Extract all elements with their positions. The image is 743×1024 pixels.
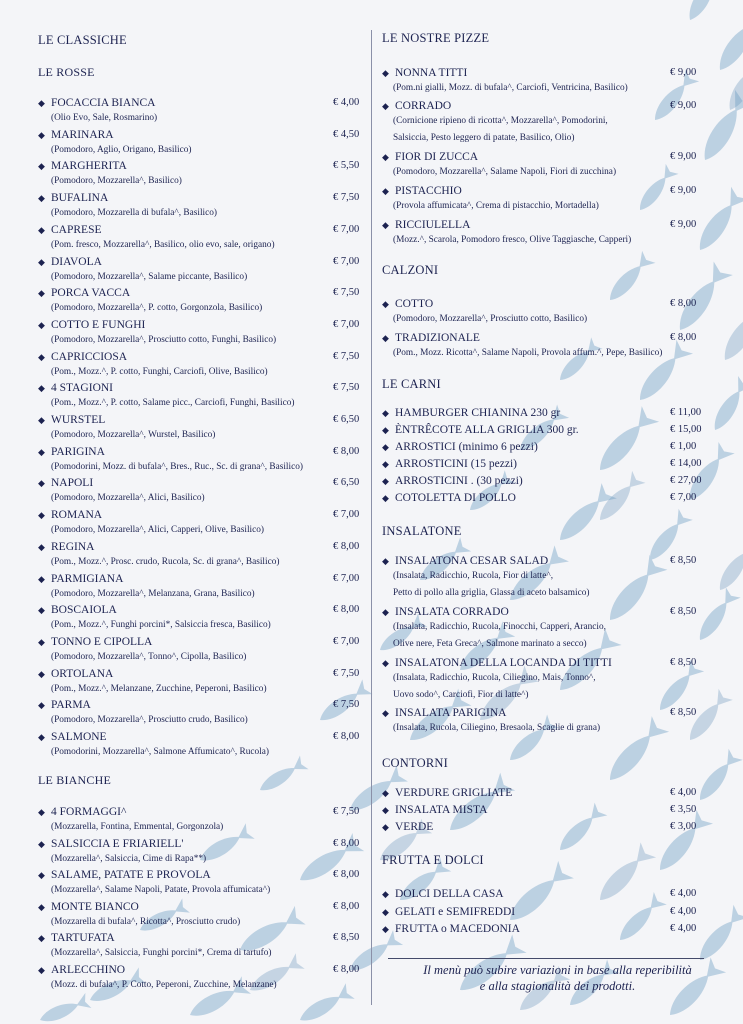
item-name: GELATI e SEMIFREDDI (395, 906, 516, 918)
diamond-bullet-icon: ◆ (382, 476, 389, 486)
diamond-bullet-icon: ◆ (382, 805, 389, 815)
item-description-line: (Pom., Mozz. Ricotta^, Salame Napoli, Provola affum.^, Pepe, Basilico) (393, 348, 663, 358)
item-name: DOLCI DELLA CASA (395, 888, 504, 900)
item-price: € 4,00 (670, 923, 697, 934)
item-description: (Pomodoro, Mozzarella^, Prosciutto crudo, Basilico) (51, 715, 248, 726)
item-name: INSALATONA DELLA LOCANDA DI TITTI (395, 657, 612, 669)
item-name: CORRADO (395, 100, 452, 112)
diamond-bullet-icon: ◆ (38, 319, 45, 330)
diamond-bullet-icon: ◆ (382, 924, 389, 934)
item-description: (Pom., Mozz.^, P. cotto, Salame picc., Carciofi, Funghi, Basilico) (51, 398, 295, 409)
item-price: € 8,00 (333, 731, 360, 742)
item-description-line: (Pom.ni gialli, Mozz. di bufala^, Carciofi, Ventricina, Basilico) (393, 83, 628, 93)
diamond-bullet-icon: ◆ (38, 415, 45, 425)
item-description: (Mozz. di bufala^, P. Cotto, Peperoni, Zucchine, Melanzane) (51, 980, 277, 990)
item-price: € 8,50 (670, 707, 697, 718)
item-price: € 9,00 (670, 219, 697, 230)
item-description: (Mozzarella^, Salsiccia, Funghi porcini*, Crema di tartufo) (51, 948, 272, 959)
item-name: INSALATONA CESAR SALAD (395, 555, 549, 567)
diamond-bullet-icon: ◆ (382, 442, 389, 452)
item-price: € 7,50 (333, 350, 360, 362)
item-price: € 14,00 (670, 458, 702, 469)
item-price: € 4,00 (670, 906, 697, 917)
section-title-pizze: LE NOSTRE PIZZE (382, 31, 490, 45)
diamond-bullet-icon: ◆ (382, 459, 389, 469)
item-price: € 27,00 (670, 475, 702, 486)
diamond-bullet-icon: ◆ (38, 541, 45, 552)
item-price: € 5,50 (333, 160, 360, 172)
item-price: € 9,00 (670, 100, 697, 111)
item-price: € 3,50 (670, 804, 697, 815)
diamond-bullet-icon: ◆ (382, 299, 389, 309)
item-description-line: (Provola affumicata^, Crema di pistacchio, Mortadella) (393, 201, 599, 211)
item-name: PARIGINA (51, 445, 105, 458)
diamond-bullet-icon: ◆ (38, 870, 45, 881)
diamond-bullet-icon: ◆ (38, 288, 45, 299)
diamond-bullet-icon: ◆ (382, 220, 389, 230)
diamond-bullet-icon: ◆ (38, 161, 45, 172)
footer-line-1: Il menù può subire variazioni in base alla reperibilità (423, 963, 692, 977)
item-name: TONNO E CIPOLLA (51, 635, 153, 648)
item-description: (Pomodoro, Mozzarella di bufala^, Basilico) (51, 208, 217, 219)
item-description: (Mozzarella di bufala^, Ricotta^, Prosciutto crudo) (51, 916, 241, 927)
subsection-title-bianche: LE BIANCHE (38, 773, 111, 787)
item-price: € 8,00 (670, 298, 697, 309)
item-name: FRUTTA o MACEDONIA (395, 923, 520, 935)
item-name: TRADIZIONALE (395, 332, 480, 344)
item-price: € 8,00 (670, 332, 697, 343)
item-description-line: (Pomodoro, Mozzarella^, Prosciutto cotto, Basilico) (393, 314, 588, 324)
diamond-bullet-icon: ◆ (38, 573, 45, 584)
item-description: (Pom., Mozz.^, P. cotto, Funghi, Carciofi, Olive, Basilico) (51, 366, 268, 377)
section-title-carni: LE CARNI (382, 377, 441, 391)
item-description-line: Salsiccia, Pesto leggero di patate, Basilico, Olio) (393, 133, 575, 143)
item-description-line: (Mozz.^, Scarola, Pomodoro fresco, Olive Taggiasche, Capperi) (393, 235, 632, 245)
item-description: (Pom., Mozz.^, Funghi porcini*, Salsiccia fresca, Basilico) (51, 620, 271, 631)
diamond-bullet-icon: ◆ (382, 186, 389, 196)
diamond-bullet-icon: ◆ (38, 838, 45, 849)
diamond-bullet-icon: ◆ (38, 478, 45, 489)
item-name: RICCIULELLA (395, 219, 471, 231)
diamond-bullet-icon: ◆ (382, 907, 389, 917)
diamond-bullet-icon: ◆ (382, 822, 389, 832)
item-description: (Mozzarella^, Salsiccia, Cime di Rapa**) (51, 853, 207, 864)
item-price: € 15,00 (670, 424, 702, 435)
diamond-bullet-icon: ◆ (38, 700, 45, 711)
item-price: € 8,50 (333, 932, 360, 944)
item-name: INSALATA PARIGINA (395, 707, 507, 719)
item-price: € 7,50 (333, 287, 360, 299)
diamond-bullet-icon: ◆ (382, 607, 389, 617)
item-price: € 7,50 (333, 382, 360, 394)
item-name: ARROSTICINI (15 pezzi) (395, 458, 518, 470)
item-price: € 8,50 (670, 606, 697, 617)
item-description: (Mozzarella, Fontina, Emmental, Gorgonzola) (51, 822, 224, 832)
item-name: 4 STAGIONI (51, 382, 114, 395)
item-price: € 7,50 (333, 806, 360, 817)
item-description-line: (Pomodoro, Mozzarella^, Salame Napoli, Fiori di zucchina) (393, 167, 617, 177)
diamond-bullet-icon: ◆ (38, 807, 45, 817)
item-description: (Pom. fresco, Mozzarella^, Basilico, olio evo, sale, origano) (51, 239, 275, 250)
diamond-bullet-icon: ◆ (382, 68, 389, 78)
item-name: HAMBURGER CHIANINA 230 gr (395, 407, 561, 419)
item-price: € 8,00 (333, 964, 360, 975)
item-description-line: (Insalata, Rucola, Ciliegino, Bresaola, Scaglie di grana) (393, 723, 601, 733)
item-name: ARROSTICINI . (30 pezzi) (395, 475, 523, 487)
item-description: (Pomodoro, Aglio, Origano, Basilico) (51, 144, 192, 155)
diamond-bullet-icon: ◆ (38, 383, 45, 394)
section-title-calzoni: CALZONI (382, 263, 439, 277)
section-title-classiche: LE CLASSICHE (38, 33, 127, 47)
item-price: € 8,00 (333, 869, 360, 881)
diamond-bullet-icon: ◆ (382, 708, 389, 718)
diamond-bullet-icon: ◆ (38, 933, 45, 944)
item-price: € 11,00 (670, 407, 702, 418)
item-name: VERDURE GRIGLIATE (395, 787, 513, 799)
item-name: WURSTEL (51, 414, 106, 426)
footer-rule (388, 958, 704, 959)
item-name: TARTUFATA (51, 932, 115, 945)
diamond-bullet-icon: ◆ (38, 256, 45, 267)
item-price: € 4,00 (670, 888, 697, 899)
diamond-bullet-icon: ◆ (382, 152, 389, 162)
item-name: SALSICCIA E FRIARIELL' (51, 837, 184, 850)
item-price: € 1,00 (670, 441, 697, 452)
item-name: NAPOLI (51, 477, 94, 490)
diamond-bullet-icon: ◆ (382, 556, 389, 566)
diamond-bullet-icon: ◆ (38, 98, 45, 108)
item-price: € 8,00 (333, 900, 360, 912)
item-name: PARMIGIANA (51, 572, 124, 585)
diamond-bullet-icon: ◆ (38, 193, 45, 204)
diamond-bullet-icon: ◆ (38, 446, 45, 457)
item-price: € 6,50 (333, 477, 360, 489)
item-name: PISTACCHIO (395, 185, 462, 197)
item-price: € 8,00 (333, 540, 360, 552)
diamond-bullet-icon: ◆ (382, 788, 389, 798)
item-price: € 8,00 (333, 604, 360, 616)
item-name: CAPRICCIOSA (51, 350, 128, 363)
diamond-bullet-icon: ◆ (38, 636, 45, 647)
item-price: € 4,00 (670, 787, 697, 798)
diamond-bullet-icon: ◆ (38, 510, 45, 521)
column-divider (371, 30, 372, 1005)
diamond-bullet-icon: ◆ (38, 668, 45, 679)
item-name: SALMONE (51, 731, 107, 743)
item-description-line: Olive nere, Feta Greca^, Salmone marinato a secco) (393, 639, 587, 649)
item-description: (Pomodorini, Mozzarella^, Salmone Affumicato^, Rucola) (51, 747, 269, 757)
item-name: PORCA VACCA (51, 287, 131, 300)
item-price: € 6,50 (333, 414, 360, 425)
item-name: COTTO E FUNGHI (51, 318, 146, 331)
item-name: PARMA (51, 699, 91, 712)
item-description: (Mozzarella^, Salame Napoli, Patate, Provola affumicata^) (51, 885, 271, 896)
item-name: BUFALINA (51, 192, 109, 205)
item-description-line: (Insalata, Radicchio, Rucola, Ciliegino, Mais, Tonno^, (393, 673, 596, 683)
item-description: (Pomodoro, Mozzarella^, Prosciutto cotto, Funghi, Basilico) (51, 334, 277, 345)
item-name: ÈNTRÊCOTE ALLA GRIGLIA 300 gr. (395, 424, 579, 436)
item-price: € 4,00 (333, 97, 360, 108)
section-title-contorni: CONTORNI (382, 756, 448, 770)
item-name: FOCACCIA BIANCA (51, 97, 156, 109)
item-description-line: (Insalata, Radicchio, Rucola, Fior di latte^, (393, 571, 554, 581)
item-price: € 9,00 (670, 151, 697, 162)
item-price: € 7,00 (333, 223, 360, 235)
item-description: (Pomodorini, Mozz. di bufala^, Bres., Ruc., Sc. di grana^, Basilico) (51, 461, 303, 472)
item-price: € 7,50 (333, 667, 360, 679)
section-title-insalatone: INSALATONE (382, 524, 462, 538)
item-name: REGINA (51, 540, 95, 553)
diamond-bullet-icon: ◆ (38, 732, 45, 742)
diamond-bullet-icon: ◆ (382, 425, 389, 435)
item-description: (Pomodoro, Mozzarella^, Tonno^, Cipolla, Basilico) (51, 651, 247, 662)
diamond-bullet-icon: ◆ (382, 101, 389, 111)
item-description: (Pomodoro, Mozzarella^, Alici, Capperi, Olive, Basilico) (51, 525, 264, 536)
item-name: NONNA TITTI (395, 67, 468, 79)
item-price: € 7,00 (333, 509, 360, 521)
item-name: INSALATA CORRADO (395, 606, 509, 618)
item-description-line: (Cornicione ripieno di ricotta^, Mozzarella^, Pomodorini, (393, 116, 608, 126)
diamond-bullet-icon: ◆ (382, 333, 389, 343)
item-price: € 4,50 (333, 128, 360, 140)
item-name: VERDE (395, 821, 434, 833)
item-price: € 3,00 (670, 821, 697, 832)
item-price: € 8,50 (670, 657, 697, 668)
diamond-bullet-icon: ◆ (38, 224, 45, 235)
item-name: COTTO (395, 298, 434, 310)
item-description: (Pomodoro, Mozzarella^, Basilico) (51, 176, 182, 187)
item-price: € 7,50 (333, 699, 360, 711)
diamond-bullet-icon: ◆ (382, 408, 389, 418)
item-name: ARLECCHINO (51, 964, 126, 976)
item-name: SALAME, PATATE E PROVOLA (51, 869, 211, 882)
item-name: CAPRESE (51, 223, 102, 236)
item-price: € 7,00 (333, 318, 360, 330)
diamond-bullet-icon: ◆ (38, 605, 45, 616)
item-name: MARINARA (51, 128, 114, 141)
item-price: € 8,50 (670, 555, 697, 566)
item-name: COTOLETTA DI POLLO (395, 492, 516, 504)
item-name: ORTOLANA (51, 667, 114, 680)
item-name: ARROSTICI (minimo 6 pezzi) (395, 441, 538, 453)
item-name: BOSCAIOLA (51, 604, 117, 617)
item-description: (Pom., Mozz.^, Prosc. crudo, Rucola, Sc. di grana^, Basilico) (51, 556, 280, 567)
footer-line-2: e alla stagionalità dei prodotti. (479, 979, 636, 993)
item-price: € 8,00 (333, 837, 360, 849)
diamond-bullet-icon: ◆ (382, 658, 389, 668)
item-price: € 7,50 (333, 192, 360, 204)
item-description-line: Uovo sodo^, Carciofi, Fior di latte^) (393, 690, 529, 700)
diamond-bullet-icon: ◆ (382, 493, 389, 503)
diamond-bullet-icon: ◆ (38, 965, 45, 975)
item-name: ROMANA (51, 509, 103, 522)
item-description: (Pomodoro, Mozzarella^, Melanzana, Grana, Basilico) (51, 588, 255, 599)
item-description: (Pomodoro, Mozzarella^, P. cotto, Gorgonzola, Basilico) (51, 303, 263, 314)
item-name: INSALATA MISTA (395, 804, 488, 816)
item-price: € 7,00 (333, 572, 360, 584)
item-description: (Pomodoro, Mozzarella^, Alici, Basilico) (51, 493, 205, 504)
item-description: (Pomodoro, Mozzarella^, Wurstel, Basilico) (51, 430, 216, 440)
item-name: MARGHERITA (51, 160, 127, 173)
diamond-bullet-icon: ◆ (38, 351, 45, 362)
diamond-bullet-icon: ◆ (38, 129, 45, 140)
item-price: € 9,00 (670, 67, 697, 78)
item-price: € 7,00 (333, 635, 360, 647)
item-description: (Pom., Mozz.^, Melanzane, Zucchine, Peperoni, Basilico) (51, 683, 267, 694)
item-description: (Pomodoro, Mozzarella^, Salame piccante, Basilico) (51, 271, 248, 282)
item-price: € 8,00 (333, 445, 360, 457)
section-title-frutta-dolci: FRUTTA E DOLCI (382, 853, 484, 867)
item-description: (Olio Evo, Sale, Rosmarino) (51, 113, 158, 123)
item-name: 4 FORMAGGI^ (51, 806, 127, 818)
item-description-line: Petto di pollo alla griglia, Glassa di aceto balsamico) (393, 588, 590, 598)
diamond-bullet-icon: ◆ (38, 901, 45, 912)
item-name: DIAVOLA (51, 255, 102, 268)
item-price: € 7,00 (670, 492, 697, 503)
diamond-bullet-icon: ◆ (382, 889, 389, 899)
subsection-title-rosse: LE ROSSE (38, 65, 95, 79)
item-description-line: (Insalata, Radicchio, Rucola, Finocchi, Capperi, Arancio, (393, 622, 606, 632)
item-name: MONTE BIANCO (51, 900, 139, 913)
item-name: FIOR DI ZUCCA (395, 151, 479, 163)
item-price: € 9,00 (670, 185, 697, 196)
item-price: € 7,00 (333, 255, 360, 267)
